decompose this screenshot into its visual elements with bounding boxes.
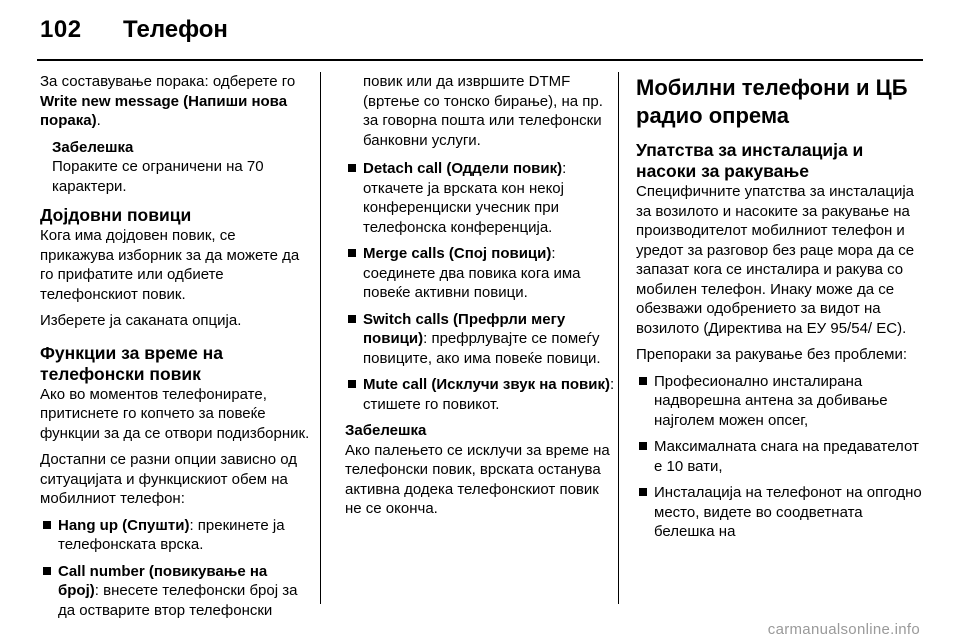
incoming-calls-text: Кога има дојдовен повик, се прикажува изборник за да можете да го прифатите или одбиете телефонскиот повик. [40,227,300,303]
page-title: Телефон [123,16,228,43]
available-options-text: Достапни се разни опции зависно од ситуацијата и функцискиот обем на мобилниот телефон: [40,451,298,507]
column-divider [320,72,321,604]
bullet-icon [639,377,647,385]
page-number: 102 [40,16,82,43]
bullet-icon [348,249,356,257]
bullet-icon [348,380,356,388]
bullet-icon [348,164,356,172]
page-header [37,12,923,52]
section-heading-call-functions: Функции за време на телефонски повик [40,342,223,384]
section-heading-incoming-calls: Дојдовни повици [40,205,192,225]
recommendations-text: Препораки за ракување без проблеми: [636,346,908,363]
bullet-icon [348,315,356,323]
column-1 [40,72,310,627]
note-block [345,421,615,519]
column-2 [345,72,615,526]
column-3 [636,72,926,549]
intro-paragraph: За составување порака: одберете го Write new message (Напиши нова порака). [40,73,296,129]
call-functions-text: Ако во моментов телефонирате, притиснете го копчето за повеќе функции за да се отвори подизборник. [40,385,310,442]
list-item: Максималната снага на предавателот е 10 вати, [636,437,926,476]
bullet-icon [43,521,51,529]
bullet-icon [639,488,647,496]
note-text: Пораките се ограничени на 70 карактери. [52,158,264,195]
list-item: Професионално инсталирана надворешна антена за добивање најголем можен опсег, [636,372,926,431]
list-item: Инсталација на телефонот на опгодно место, видете во соодветната белешка на [636,483,926,542]
list-item: Merge calls (Спој повици): соединете два повика кога има повеќе активни повици. [345,244,615,303]
menu-item-reference: Write new message (Напиши нова порака) [40,92,288,129]
chapter-heading: Мобилни телефони и ЦБ радио опрема [636,75,908,128]
note-text: Ако палењето се исклучи за време на телефонски повик, врската останува активна додека телефонскиот повик не се оконча. [345,441,610,517]
list-item-continuation: повик или да извршите DTMF (вртење со тонско бирање), на пр. за говорна пошта или телефонски банковни услуги. [363,73,603,149]
bullet-icon [43,567,51,575]
watermark: carmanualsonline.info [767,621,920,638]
bullet-icon [639,442,647,450]
choose-option-text: Изберете ја саканата опција. [40,312,242,329]
options-list-continued [345,72,615,414]
list-item: Call number (повикување на број): внесете телефонски број за да остварите втор телефонски [40,562,310,621]
column-divider [618,72,619,604]
note-heading: Забелешка [345,422,427,439]
installation-text: Специфичните упатства за инсталација за возилото и насоките за ракување на производителот мобилниот телефон и уредот за разговор без раце мора да се запазат кога се инсталира и ракува со мобилен телефон. Инаку може да се обезважи одобрението за видот на возилото (Директива на ЕУ 95/54/ ЕС). [636,183,915,337]
list-item: Mute call (Исклучи звук на повик): стишете го повикот. [345,375,615,414]
note-heading: Забелешка [52,138,134,156]
options-list [40,516,310,621]
list-item: Detach call (Оддели повик): откачете ја врската кон некој конференциски учесник при телефонска конференција. [345,159,615,237]
note-block [40,138,310,197]
header-rule [37,59,923,61]
recommendations-list [636,372,926,542]
list-item: Switch calls (Префрли мегу повици): префрлувајте се помеѓу повиците, ако има повеќе повици. [345,310,615,369]
section-heading-installation: Упатства за инсталација и насоки за ракување [636,140,864,181]
list-item: Hang up (Спушти): прекинете ја телефонската врска. [40,516,310,555]
